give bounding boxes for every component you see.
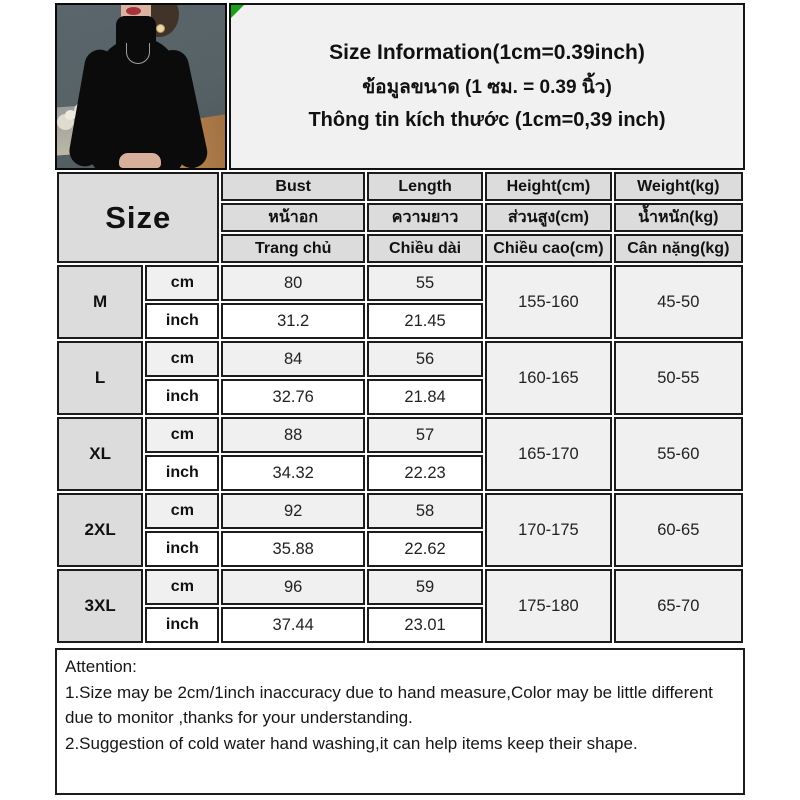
size-label: L xyxy=(57,341,143,415)
header-height-en: Height(cm) xyxy=(485,172,611,201)
length-inch-value: 22.23 xyxy=(367,455,483,491)
height-range-value: 165-170 xyxy=(485,417,611,491)
header-weight-vi: Cân nặng(kg) xyxy=(614,234,743,263)
attention-note-box xyxy=(55,648,745,795)
unit-inch-label: inch xyxy=(145,303,219,339)
height-range-value: 155-160 xyxy=(485,265,611,339)
size-label: 2XL xyxy=(57,493,143,567)
unit-cm-label: cm xyxy=(145,265,219,301)
model-hands xyxy=(119,153,161,168)
unit-cm-label: cm xyxy=(145,341,219,377)
unit-inch-label: inch xyxy=(145,455,219,491)
unit-cm-label: cm xyxy=(145,493,219,529)
unit-cm-label: cm xyxy=(145,417,219,453)
length-cm-value: 57 xyxy=(367,417,483,453)
product-photo xyxy=(55,3,227,170)
model-lips xyxy=(126,7,141,15)
header-bust-vi: Trang chủ xyxy=(221,234,364,263)
weight-range-value: 60-65 xyxy=(614,493,743,567)
length-cm-value: 55 xyxy=(367,265,483,301)
bust-cm-value: 84 xyxy=(221,341,364,377)
bust-inch-value: 35.88 xyxy=(221,531,364,567)
attention-note-2: 2.Suggestion of cold water hand washing,it can help items keep their shape. xyxy=(65,733,638,753)
unit-inch-label: inch xyxy=(145,531,219,567)
bust-cm-value: 88 xyxy=(221,417,364,453)
header-length-en: Length xyxy=(367,172,483,201)
title-vietnamese: Thông tin kích thước (1cm=0,39 inch) xyxy=(308,109,666,131)
size-information-title-cell xyxy=(229,3,745,170)
height-range-value: 175-180 xyxy=(485,569,611,643)
length-inch-value: 21.84 xyxy=(367,379,483,415)
weight-range-value: 55-60 xyxy=(614,417,743,491)
length-inch-value: 22.62 xyxy=(367,531,483,567)
header-bust-th: หน้าอก xyxy=(221,203,364,232)
header-weight-th: น้ำหนัก(kg) xyxy=(614,203,743,232)
bust-cm-value: 92 xyxy=(221,493,364,529)
header-length-th: ความยาว xyxy=(367,203,483,232)
header-height-th: ส่วนสูง(cm) xyxy=(485,203,611,232)
size-column-header: Size xyxy=(57,172,219,263)
title-thai: ข้อมูลขนาด (1 ซม. = 0.39 นิ้ว) xyxy=(362,77,612,98)
attention-heading: Attention: xyxy=(65,657,137,676)
bust-inch-value: 34.32 xyxy=(221,455,364,491)
unit-cm-label: cm xyxy=(145,569,219,605)
unit-inch-label: inch xyxy=(145,379,219,415)
height-range-value: 160-165 xyxy=(485,341,611,415)
header-length-vi: Chiều dài xyxy=(367,234,483,263)
length-cm-value: 58 xyxy=(367,493,483,529)
title-english: Size Information(1cm=0.39inch) xyxy=(329,41,645,64)
height-range-value: 170-175 xyxy=(485,493,611,567)
bust-inch-value: 32.76 xyxy=(221,379,364,415)
weight-range-value: 65-70 xyxy=(614,569,743,643)
bust-inch-value: 31.2 xyxy=(221,303,364,339)
length-cm-value: 59 xyxy=(367,569,483,605)
attention-note-1: 1.Size may be 2cm/1inch inaccuracy due to hand measure,Color may be little different due to monitor ,thanks for your understanding. xyxy=(65,682,713,727)
weight-range-value: 50-55 xyxy=(614,341,743,415)
green-corner-marker-icon xyxy=(231,5,244,18)
unit-inch-label: inch xyxy=(145,607,219,643)
size-table xyxy=(55,170,745,645)
size-label: 3XL xyxy=(57,569,143,643)
bust-cm-value: 80 xyxy=(221,265,364,301)
header-bust-en: Bust xyxy=(221,172,364,201)
size-label: M xyxy=(57,265,143,339)
model-earring xyxy=(156,24,165,33)
length-cm-value: 56 xyxy=(367,341,483,377)
header-weight-en: Weight(kg) xyxy=(614,172,743,201)
bust-inch-value: 37.44 xyxy=(221,607,364,643)
length-inch-value: 23.01 xyxy=(367,607,483,643)
bust-cm-value: 96 xyxy=(221,569,364,605)
header-height-vi: Chiều cao(cm) xyxy=(485,234,611,263)
size-label: XL xyxy=(57,417,143,491)
weight-range-value: 45-50 xyxy=(614,265,743,339)
length-inch-value: 21.45 xyxy=(367,303,483,339)
